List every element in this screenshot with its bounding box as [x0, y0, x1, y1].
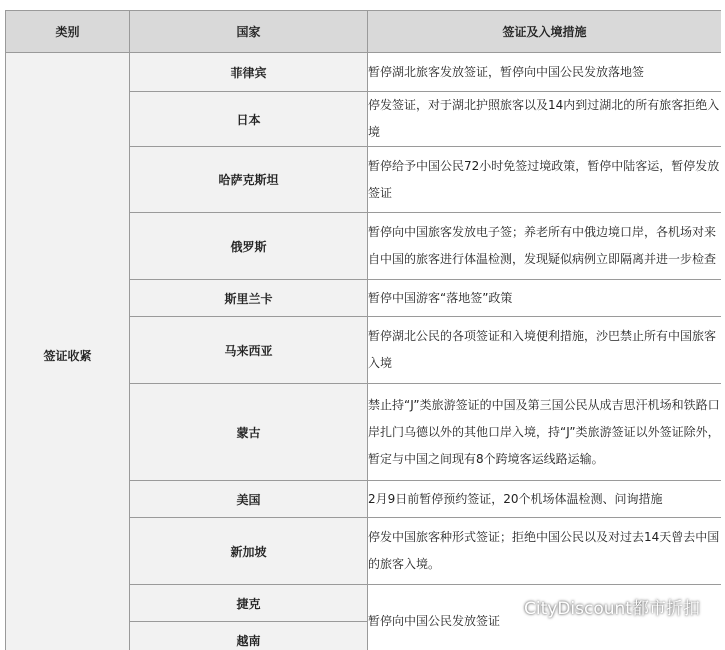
country-cell: 捷克: [130, 585, 368, 622]
measure-cell: 停发签证，对于湖北护照旅客以及14内到过湖北的所有旅客拒绝入境: [368, 92, 722, 147]
document-frame: [5, 10, 721, 650]
wechat-icon: [494, 596, 520, 618]
header-category: 类别: [6, 11, 130, 53]
country-cell: 菲律宾: [130, 53, 368, 92]
country-cell: 新加坡: [130, 518, 368, 585]
table-row: [6, 53, 722, 92]
watermark: [494, 594, 700, 619]
header-country: 国家: [130, 11, 368, 53]
measure-cell: 停发中国旅客种形式签证；拒绝中国公民以及对过去14天曾去中国的旅客入境。: [368, 518, 722, 585]
measure-cell: 禁止持“J”类旅游签证的中国及第三国公民从成吉思汗机场和铁路口岸扎门乌德以外的其他口岸入境，持“J”类旅游签证以外签证除外，暂定与中国之间现有8个跨境客运线路运输。: [368, 384, 722, 481]
country-cell: 日本: [130, 92, 368, 147]
measure-cell: 暂停中国游客“落地签”政策: [368, 280, 722, 317]
country-cell: 俄罗斯: [130, 213, 368, 280]
country-cell: 越南: [130, 622, 368, 650]
visa-policy-table: [5, 10, 721, 650]
country-cell: 美国: [130, 481, 368, 518]
measure-cell: 暂停湖北旅客发放签证，暂停向中国公民发放落地签: [368, 53, 722, 92]
watermark-text: CityDiscount都市折扣: [524, 594, 700, 619]
measure-cell: 2月9日前暂停预约签证，20个机场体温检测、问询措施: [368, 481, 722, 518]
category-cell: 签证收紧: [6, 53, 130, 650]
measure-cell: 暂停向中国公民发放签证: [368, 585, 722, 650]
header-measures: 签证及入境措施: [368, 11, 722, 53]
country-cell: 斯里兰卡: [130, 280, 368, 317]
measure-cell: 暂停给予中国公民72小时免签过境政策，暂停中陆客运，暂停发放签证: [368, 147, 722, 213]
measure-cell: 暂停向中国旅客发放电子签；养老所有中俄边境口岸，各机场对来自中国的旅客进行体温检测，发现疑似病例立即隔离并进一步检查: [368, 213, 722, 280]
country-cell: 蒙古: [130, 384, 368, 481]
measure-cell: 暂停湖北公民的各项签证和入境便利措施，沙巴禁止所有中国旅客入境: [368, 317, 722, 384]
country-cell: 哈萨克斯坦: [130, 147, 368, 213]
table-header-row: [6, 11, 722, 53]
country-cell: 马来西亚: [130, 317, 368, 384]
